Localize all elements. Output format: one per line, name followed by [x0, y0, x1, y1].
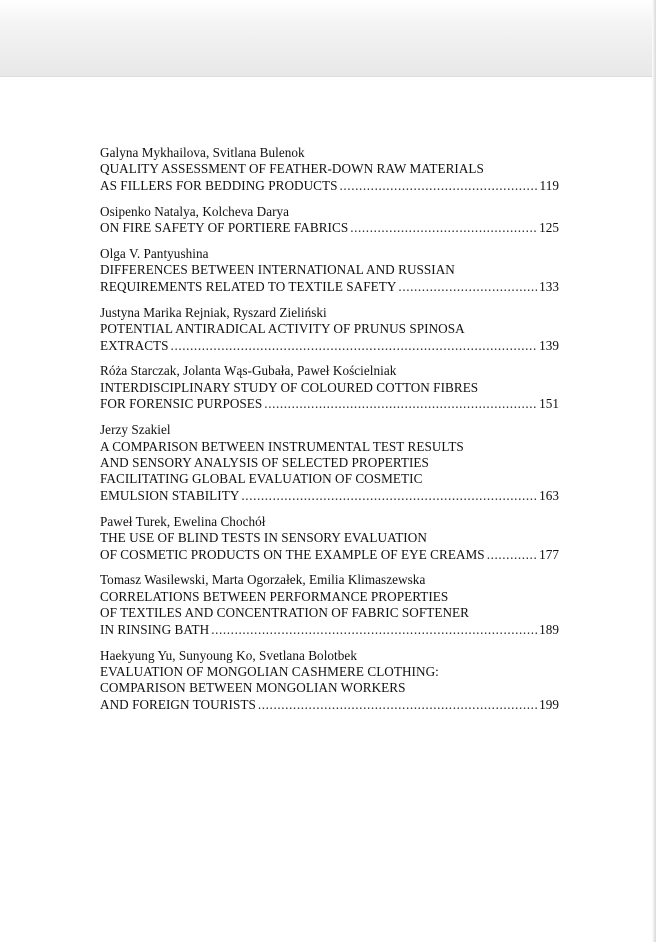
- dot-leader: [211, 622, 537, 638]
- page-number: 125: [539, 220, 559, 236]
- toc-entry-authors: Róża Starczak, Jolanta Wąs-Gubała, Paweł Kościelniak: [100, 363, 397, 379]
- toc-entry-title-line: EMULSION STABILITY: [100, 487, 240, 503]
- page-number: 139: [539, 337, 559, 353]
- dot-leader: [171, 338, 538, 354]
- toc-entry: [100, 246, 559, 295]
- toc-entry-last-line: [100, 488, 559, 504]
- toc-entry-authors: Paweł Turek, Ewelina Chochół: [100, 513, 266, 529]
- page-edge-shadow: [652, 0, 656, 942]
- toc-entry-authors: Osipenko Natalya, Kolcheva Darya: [100, 203, 290, 219]
- toc-entry: [100, 145, 559, 194]
- toc-entry-last-line: [100, 338, 559, 354]
- toc-entry-title-line: EXTRACTS: [100, 337, 169, 353]
- toc-entry-title-line: OF TEXTILES AND CONCENTRATION OF FABRIC SOFTENER: [100, 605, 469, 621]
- page-header-band: [0, 0, 656, 77]
- toc-entry: [100, 514, 559, 563]
- dot-leader: [241, 488, 537, 504]
- toc-entry: [100, 422, 559, 504]
- toc-entry-title-line: OF COSMETIC PRODUCTS ON THE EXAMPLE OF EYE CREAMS: [100, 546, 485, 562]
- toc-entry-title-line: QUALITY ASSESSMENT OF FEATHER-DOWN RAW MATERIALS: [100, 161, 484, 177]
- dot-leader: [258, 697, 537, 713]
- toc-entry-title-line: ON FIRE SAFETY OF PORTIERE FABRICS: [100, 220, 349, 236]
- dot-leader: [264, 396, 537, 412]
- toc-entry-title-line: AND SENSORY ANALYSIS OF SELECTED PROPERTIES: [100, 455, 429, 470]
- dot-leader: [340, 178, 538, 194]
- toc-entry-title-line: INTERDISCIPLINARY STUDY OF COLOURED COTTON FIBRES: [100, 379, 479, 395]
- toc-entry: [100, 305, 559, 354]
- toc-entry-authors: Olga V. Pantyushina: [100, 246, 209, 262]
- toc-entry-title-line: FACILITATING GLOBAL EVALUATION OF COSMETIC: [100, 471, 423, 487]
- toc-entry-authors: Haekyung Yu, Sunyoung Ko, Svetlana Bolotbek: [100, 647, 357, 663]
- table-of-contents: [100, 145, 559, 723]
- toc-entry-title-line: IN RINSING BATH: [100, 621, 210, 637]
- toc-entry-last-line: [100, 279, 559, 295]
- toc-entry-last-line: [100, 547, 559, 563]
- toc-entry-title-line: AS FILLERS FOR BEDDING PRODUCTS: [100, 177, 338, 193]
- page-number: 163: [539, 487, 559, 503]
- page-number: 177: [539, 546, 559, 562]
- toc-entry-authors: Tomasz Wasilewski, Marta Ogorzałek, Emilia Klimaszewska: [100, 572, 426, 588]
- toc-entry-title-line: EVALUATION OF MONGOLIAN CASHMERE CLOTHING:: [100, 663, 439, 679]
- toc-entry-title-line: DIFFERENCES BETWEEN INTERNATIONAL AND RUSSIAN: [100, 262, 455, 278]
- toc-entry-last-line: [100, 622, 559, 638]
- toc-entry-last-line: [100, 396, 559, 412]
- toc-entry-last-line: [100, 697, 559, 713]
- toc-entry-title-line: CORRELATIONS BETWEEN PERFORMANCE PROPERTIES: [100, 588, 449, 604]
- page-number: 133: [539, 278, 559, 294]
- page-number: 151: [539, 396, 559, 412]
- dot-leader: [350, 220, 537, 236]
- page-number: 119: [539, 177, 559, 193]
- toc-entry-title-line: A COMPARISON BETWEEN INSTRUMENTAL TEST RESULTS: [100, 438, 464, 454]
- toc-entry-authors: Justyna Marika Rejniak, Ryszard Zieliński: [100, 304, 327, 320]
- dot-leader: [398, 279, 537, 295]
- toc-entry-title-line: FOR FORENSIC PURPOSES: [100, 396, 263, 412]
- toc-entry: [100, 572, 559, 638]
- toc-entry: [100, 648, 559, 714]
- toc-entry-title-line: POTENTIAL ANTIRADICAL ACTIVITY OF PRUNUS SPINOSA: [100, 321, 465, 337]
- toc-entry-last-line: [100, 178, 559, 194]
- page-number: 189: [539, 621, 559, 637]
- toc-entry-title-line: AND FOREIGN TOURISTS: [100, 696, 256, 712]
- page-number: 199: [539, 696, 559, 712]
- toc-entry-authors: Galyna Mykhailova, Svitlana Bulenok: [100, 145, 305, 160]
- toc-entry: [100, 363, 559, 412]
- toc-entry-last-line: [100, 220, 559, 236]
- toc-entry-title-line: THE USE OF BLIND TESTS IN SENSORY EVALUATION: [100, 530, 427, 546]
- dot-leader: [487, 547, 537, 563]
- toc-entry-title-line: COMPARISON BETWEEN MONGOLIAN WORKERS: [100, 680, 406, 696]
- toc-entry-title-line: REQUIREMENTS RELATED TO TEXTILE SAFETY: [100, 278, 397, 294]
- toc-entry: [100, 204, 559, 237]
- toc-entry-authors: Jerzy Szakiel: [100, 422, 171, 438]
